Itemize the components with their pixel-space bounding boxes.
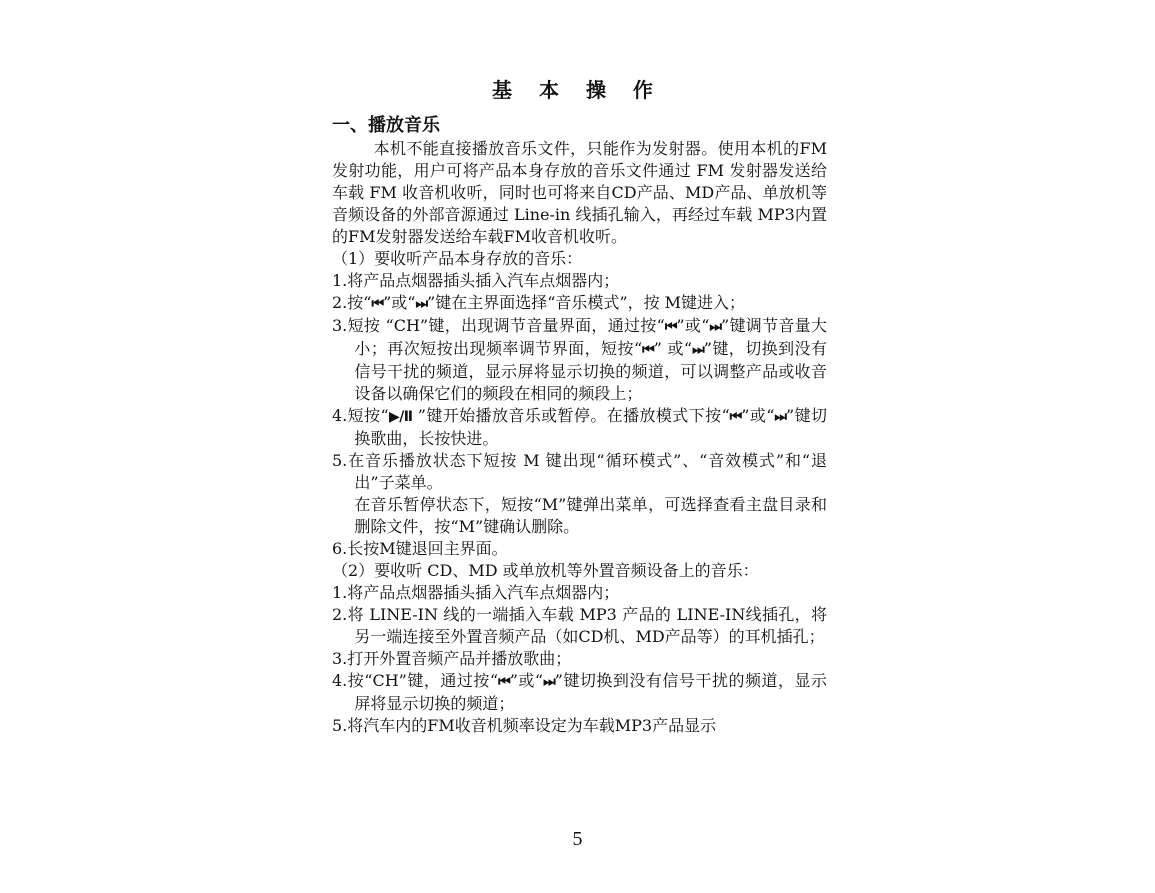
part1-step-2 xyxy=(332,292,827,315)
next-key-icon: ⏭ xyxy=(709,319,721,335)
part1-step-5: 5.在音乐播放状态下短按 M 键出现“循环模式”、“音效模式”和“退出”子菜单。 xyxy=(332,451,827,492)
part1-step-4-text-d: ”键切换歌曲，长按快进。 xyxy=(354,406,827,448)
part2-step-4-text-a: 4.按“CH”键，通过按“ xyxy=(332,671,499,690)
part1-step-1: 1.将产品点烟器插头插入汽车点烟器内； xyxy=(332,271,620,290)
part2-step-5: 5.将汽车内的FM收音机频率设定为车载MP3产品显示 xyxy=(332,716,717,735)
prev-key-icon: ⏮ xyxy=(498,674,510,690)
part1-step-4-text-b: ”键开始播放音乐或暂停。在播放模式下按“ xyxy=(412,406,730,425)
part1-step-6: 6.长按M键退回主界面。 xyxy=(332,539,508,558)
page-title: 基 本 操 作 xyxy=(492,78,663,102)
prev-key-icon: ⏮ xyxy=(371,296,384,312)
part1-heading: （1）要收听产品本身存放的音乐： xyxy=(332,249,583,268)
part1-step-3-text-d: ” 或“ xyxy=(653,339,693,358)
part1-step-3 xyxy=(332,315,827,405)
part1-step-4 xyxy=(332,405,827,450)
part2-step-4-text-c: ”键切换到没有信号干扰的频道，显示屏将显示切换的频道； xyxy=(354,671,827,713)
next-key-icon: ⏭ xyxy=(415,296,428,312)
prev-key-icon: ⏮ xyxy=(664,319,677,335)
part1-step-3-text-e: ”键，切换到没有信号干扰的频道，显示屏将显示切换的频道，可以调整产品或收音设备以确保它们的频段在相同的频段上； xyxy=(354,339,827,403)
part1-step-2-text-c: ”键在主界面选择“音乐模式”，按 M键进入； xyxy=(427,293,746,312)
next-key-icon: ⏭ xyxy=(692,342,704,358)
part1-step-2-text-a: 2.按“ xyxy=(332,293,372,312)
part1-step-4-text-a: 4.短按“ xyxy=(332,406,389,425)
part1-step-5-extra: 在音乐暂停状态下，短按“M”键弹出菜单，可选择查看主盘目录和删除文件，按“M”键确认删除。 xyxy=(354,495,827,536)
part1-step-3-text-c: ”键调节音量大小；再次短按出现频率调节界面，短按“ xyxy=(354,316,827,358)
part2-step-1: 1.将产品点烟器插头插入汽车点烟器内； xyxy=(332,583,620,602)
page-number: 5 xyxy=(572,828,583,850)
part2-step-2: 2.将 LINE-IN 线的一端插入车载 MP3 产品的 LINE-IN线插孔，将另一端连接至外置音频产品（如CD机、MD产品等）的耳机插孔； xyxy=(332,605,827,646)
part1-step-2-text-b: ”或“ xyxy=(383,293,416,312)
page-content xyxy=(332,114,827,737)
part1-step-4-text-c: ”或“ xyxy=(741,406,775,425)
play-pause-key-icon: ▶/Ⅱ xyxy=(388,409,413,425)
next-key-icon: ⏭ xyxy=(774,409,787,425)
part2-step-3: 3.打开外置音频产品并播放歌曲； xyxy=(332,649,572,668)
part2-heading: （2）要收听 CD、MD 或单放机等外置音频设备上的音乐： xyxy=(332,561,759,580)
part1-step-3-text-b: ”或“ xyxy=(676,316,710,335)
part2-step-4 xyxy=(332,670,827,715)
prev-key-icon: ⏮ xyxy=(642,342,654,358)
next-key-icon: ⏭ xyxy=(543,674,555,690)
part2-step-4-text-b: ”或“ xyxy=(509,671,544,690)
part1-step-3-text-a: 3.短按 “CH”键，出现调节音量界面，通过按“ xyxy=(332,316,665,335)
prev-key-icon: ⏮ xyxy=(729,409,742,425)
section-heading: 一、播放音乐 xyxy=(332,115,440,136)
intro-paragraph: 本机不能直接播放音乐文件，只能作为发射器。使用本机的FM发射功能，用户可将产品本身存放的音乐文件通过 FM 发射器发送给车载 FM 收音机收听，同时也可将来自CD产品、MD产品、单放机等音频设备的外部音源通过 Line-in 线插孔输入，再经过车载 MP3内置的FM发射器发送给车载FM收音机收听。 xyxy=(332,139,827,246)
